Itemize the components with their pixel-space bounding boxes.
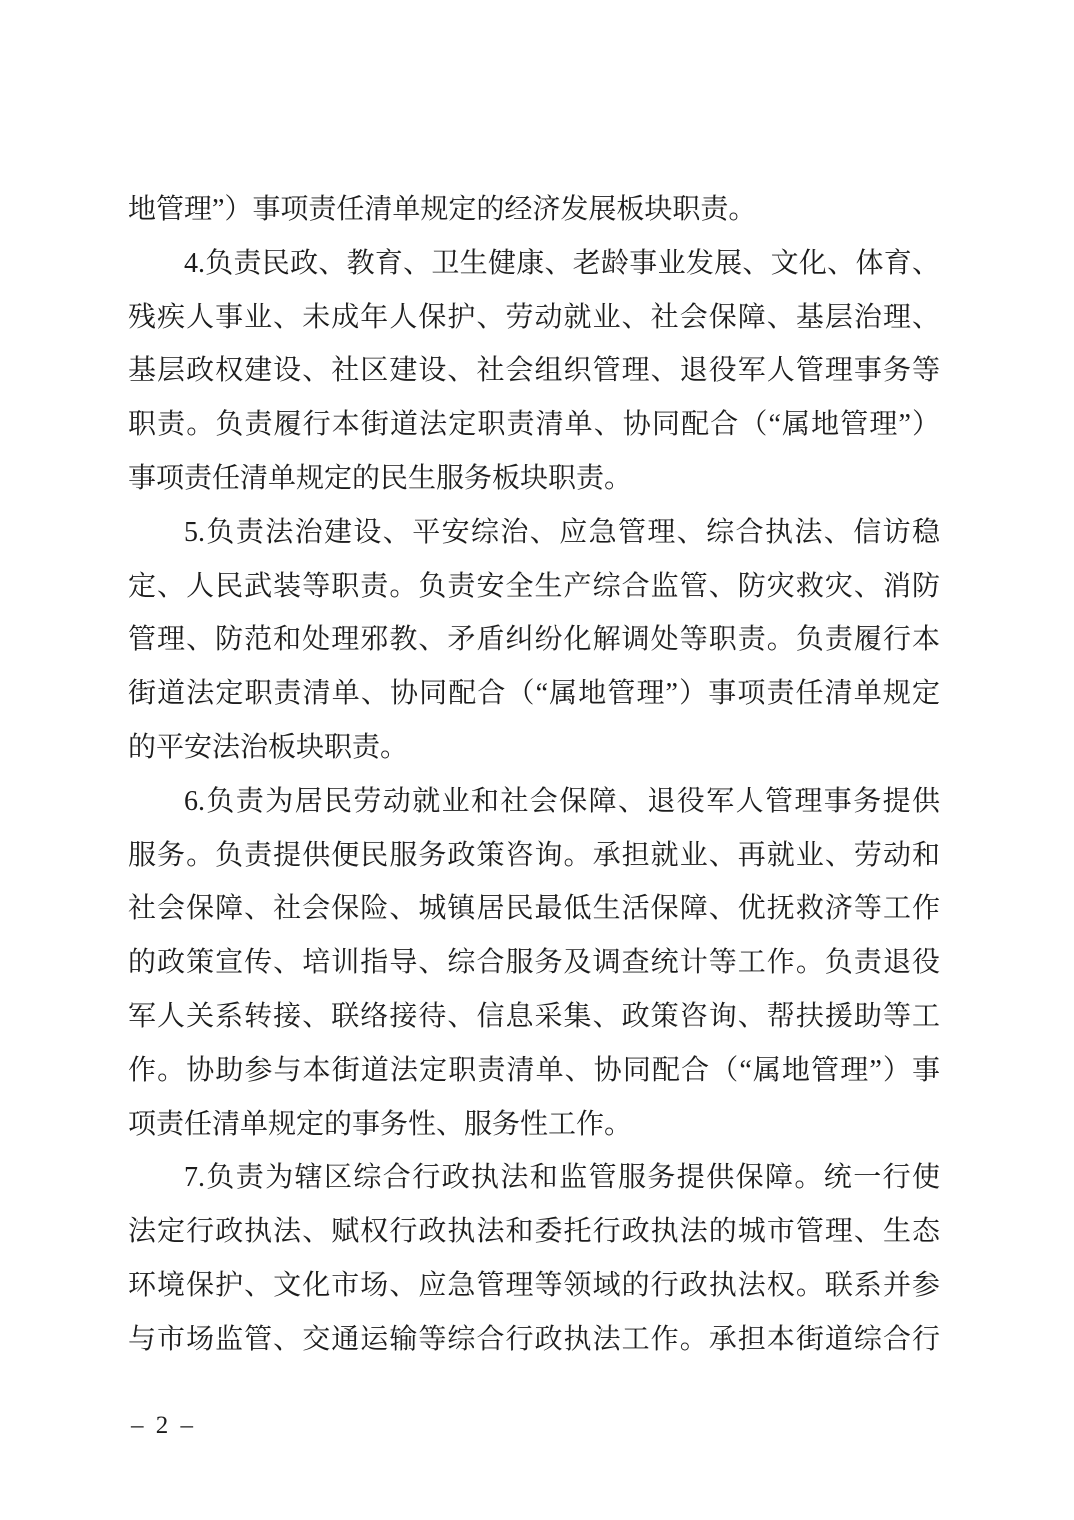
text-line: 环境保护、文化市场、应急管理等领域的行政执法权。联系并参 <box>128 1269 940 1301</box>
text-line: 军人关系转接、联络接待、信息采集、政策咨询、帮扶援助等工 <box>128 1000 940 1032</box>
text-line: 残疾人事业、未成年人保护、劳动就业、社会保障、基层治理、 <box>128 301 940 333</box>
page-number: – 2 – <box>131 1412 196 1439</box>
text-line: 社会保障、社会保险、城镇居民最低生活保障、优抚救济等工作 <box>128 893 940 925</box>
text-line: 地管理”）事项责任清单规定的经济发展板块职责。 <box>128 194 757 225</box>
text-line: 定、人民武装等职责。负责安全生产综合监管、防灾救灾、消防 <box>128 570 940 602</box>
text-line: 与市场监管、交通运输等综合行政执法工作。承担本街道综合行 <box>128 1323 940 1355</box>
text-line: 6.负责为居民劳动就业和社会保障、退役军人管理事务提供 <box>184 785 940 817</box>
text-line: 管理、防范和处理邪教、矛盾纠纷化解调处等职责。负责履行本 <box>128 624 940 656</box>
text-line: 作。协助参与本街道法定职责清单、协同配合（“属地管理”）事 <box>128 1054 940 1086</box>
text-line: 基层政权建设、社区建设、社会组织管理、退役军人管理事务等 <box>128 355 940 387</box>
text-line: 职责。负责履行本街道法定职责清单、协同配合（“属地管理”） <box>128 409 940 441</box>
text-line: 的政策宣传、培训指导、综合服务及调查统计等工作。负责退役 <box>128 947 940 979</box>
text-line: 事项责任清单规定的民生服务板块职责。 <box>128 462 633 494</box>
text-line: 服务。负责提供便民服务政策咨询。承担就业、再就业、劳动和 <box>128 839 940 871</box>
text-line: 街道法定职责清单、协同配合（“属地管理”）事项责任清单规定 <box>128 678 940 710</box>
text-line: 的平安法治板块职责。 <box>128 731 409 763</box>
text-line: 法定行政执法、赋权行政执法和委托行政执法的城市管理、生态 <box>128 1216 940 1248</box>
text-line: 5.负责法治建设、平安综治、应急管理、综合执法、信访稳 <box>184 516 940 548</box>
text-line: 7.负责为辖区综合行政执法和监管服务提供保障。统一行使 <box>184 1162 940 1194</box>
text-line: 4.负责民政、教育、卫生健康、老龄事业发展、文化、体育、 <box>184 247 940 279</box>
document-body <box>128 183 940 1367</box>
text-line: 项责任清单规定的事务性、服务性工作。 <box>128 1108 633 1140</box>
